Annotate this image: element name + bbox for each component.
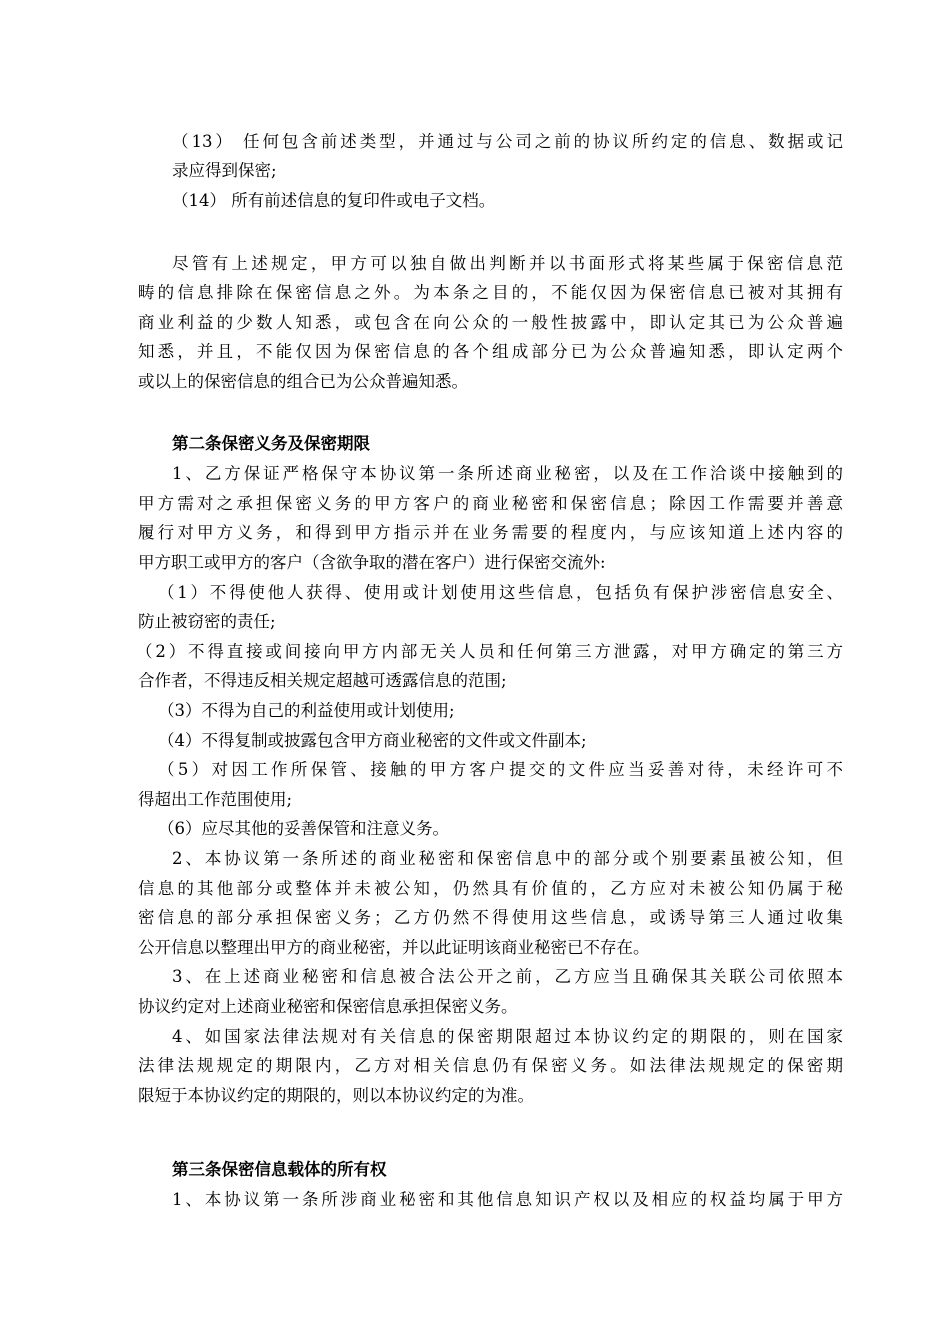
paragraph-line: 尽管有上述规定，甲方可以独自做出判断并以书面形式将某些属于保密信息范: [172, 254, 843, 273]
sub-item-1-line-2: 防止被窃密的责任;: [138, 612, 276, 631]
article-2-p4-line: 限短于本协议约定的期限的，则以本协议约定的为准。: [138, 1086, 534, 1105]
sub-item-5-line-2: 得超出工作范围使用;: [138, 790, 293, 809]
item-13-line-2: 录应得到保密;: [172, 161, 277, 180]
article-2-p3-line: 协议约定对上述商业秘密和保密信息承担保密义务。: [138, 997, 518, 1016]
article-2-p2-line: 公开信息以整理出甲方的商业秘密，并以此证明该商业秘密已不存在。: [138, 938, 650, 957]
paragraph-line: 畴的信息排除在保密信息之外。为本条之目的，不能仅因为保密信息已被对其拥有: [138, 283, 843, 302]
item-14: （14） 所有前述信息的复印件或电子文档。: [172, 191, 496, 210]
item-13-line-1: （13） 任何包含前述类型，并通过与公司之前的协议所约定的信息、数据或记: [172, 132, 843, 151]
sub-item-6: （6）应尽其他的妥善保管和注意义务。: [158, 819, 449, 838]
sub-item-2-line-1: （2）不得直接或间接向甲方内部无关人员和任何第三方泄露，对甲方确定的第三方: [136, 642, 843, 661]
sub-item-2-line-2: 合作者，不得违反相关规定超越可透露信息的范围;: [138, 671, 507, 690]
article-2-p4-line: 4、如国家法律法规对有关信息的保密期限超过本协议约定的期限的，则在国家: [172, 1027, 843, 1046]
article-2-p1-line: 甲方职工或甲方的客户（含欲争取的潜在客户）进行保密交流外:: [138, 553, 606, 572]
paragraph-line: 商业利益的少数人知悉，或包含在向公众的一般性披露中，即认定其已为公众普遍: [138, 313, 843, 332]
article-2-p2-line: 2、本协议第一条所述的商业秘密和保密信息中的部分或个别要素虽被公知，但: [172, 849, 843, 868]
article-2-p1-line: 1、乙方保证严格保守本协议第一条所述商业秘密，以及在工作洽谈中接触到的: [172, 464, 843, 483]
article-2-p1-line: 甲方需对之承担保密义务的甲方客户的商业秘密和保密信息；除因工作需要并善意: [138, 494, 843, 513]
article-3-p1-line: 1、本协议第一条所涉商业秘密和其他信息知识产权以及相应的权益均属于甲方: [172, 1190, 843, 1209]
sub-item-3: （3）不得为自己的利益使用或计划使用;: [158, 701, 455, 720]
paragraph-line: 知悉，并且，不能仅因为保密信息的各个组成部分已为公众普遍知悉，即认定两个: [138, 342, 843, 361]
article-2-p3-line: 3、在上述商业秘密和信息被合法公开之前，乙方应当且确保其关联公司依照本: [172, 967, 843, 986]
article-2-p4-line: 法律法规规定的期限内，乙方对相关信息仍有保密义务。如法律法规规定的保密期: [138, 1056, 843, 1075]
article-3-heading: 第三条保密信息载体的所有权: [172, 1160, 387, 1179]
sub-item-5-line-1: （5）对因工作所保管、接触的甲方客户提交的文件应当妥善对待，未经许可不: [158, 760, 843, 779]
article-2-p1-line: 履行对甲方义务，和得到甲方指示并在业务需要的程度内，与应该知道上述内容的: [138, 523, 843, 542]
article-2-heading: 第二条保密义务及保密期限: [172, 434, 370, 453]
paragraph-line: 或以上的保密信息的组合已为公众普遍知悉。: [138, 372, 468, 391]
article-2-p2-line: 信息的其他部分或整体并未被公知，仍然具有价值的，乙方应对未被公知仍属于秘: [138, 879, 843, 898]
sub-item-1-line-1: （1）不得使他人获得、使用或计划使用这些信息，包括负有保护涉密信息安全、: [158, 583, 843, 602]
article-2-p2-line: 密信息的部分承担保密义务；乙方仍然不得使用这些信息，或诱导第三人通过收集: [138, 908, 843, 927]
sub-item-4: （4）不得复制或披露包含甲方商业秘密的文件或文件副本;: [158, 731, 587, 750]
